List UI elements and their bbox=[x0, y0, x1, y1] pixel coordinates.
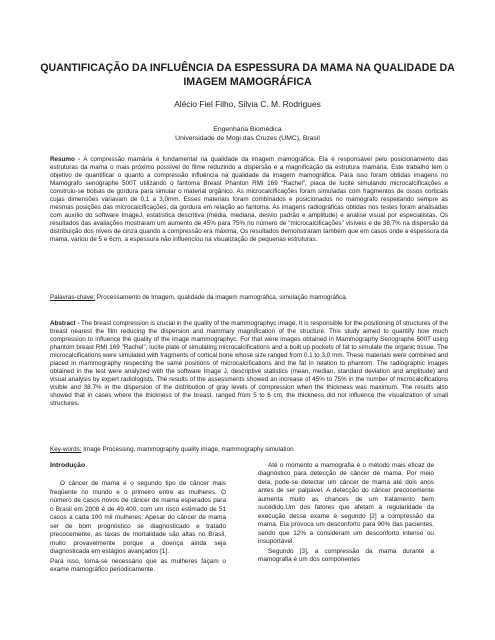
palavras-chave-paragraph bbox=[50, 294, 448, 302]
resumo-text: A compressão mamária é fundamental na qualidade da imagem mamográfica. Ela é responsável pelo posicionamento das estruturas da mama o mais próximo possível do filme reduzindo a dispersão e a magnificação da estrutura mamária. Este trabalho tem o objetivo de quantificar o quanto a compressão influência na qualidade da imagem mamográfica. Para isso foram obtidas imagens no Mamógrafo senographe 500T utilizando o fantoma Breast Phanton RMI 169 “Rachel”, placa de lucite simulando microcalcificações e construiu-se bolsas de gordura para simular o material orgânico. As microcalcificações foram simuladas com fragmentos de ossos corticais cujas dimensões variavam de 0,1 a 3,0mm. Esses materiais foram combinados e posicionados no mamógrafo respeitando sempre as mesmas posições das microcalcificações, da gordura em relação ao fantoma. As imagens radiográficas obtidas nos testes foram analisadas com auxílio do software ImageJ, estatística descritiva (média, mediana, desvio padrão e amplitude) e análise visual por especialistas. Os resultados das avaliações mostraram um aumento de 45% para 75% no número de “microcalcificações” visíveis e de 38,7% na dispersão da distribuição dos níveis de cinza quando a compressão era máxima. Os resultados demonstraram também que em casos onde a espessura da mama, variou de 5 e 6cm, a espessura não influenciou na visualização de pequenas estruturas. bbox=[50, 156, 448, 244]
resumo-paragraph bbox=[50, 156, 448, 245]
intro-right-paragraph-2: Segundo [3], a compressão da mama durante a mamografia é um dos componentes bbox=[258, 547, 434, 563]
affiliation bbox=[40, 125, 455, 143]
affiliation-university: Universidade de Mogi das Cruzes (UMC), Brasil bbox=[175, 135, 320, 142]
resumo-label: Resumo - bbox=[50, 156, 81, 163]
right-column bbox=[258, 456, 434, 565]
abstract-paragraph bbox=[50, 320, 448, 409]
affiliation-dept: Engenharia Biomédica bbox=[213, 126, 282, 133]
intro-left-paragraph-1: O câncer de mama é o segundo tipo de câncer mais freqüente no mundo e o primeiro entre as mulheres. O número de casos novos de câncer de mama esperados para o Brasil em 2008 é de 49.400, com um risco estimado de 51 casos a cada 100 mil mulheres. Apesar do câncer de mama ser de bom prognóstico se diagnosticado e tratado precocemente, as taxas de mortalidade são altas no Brasil, muito provavelmente porque a doença ainda seja diagnosticada em estágios avançados [1]. bbox=[50, 480, 226, 556]
palavras-chave-label: Palavras-chave: bbox=[50, 294, 96, 301]
keywords-text: Image Processing, mammography quality image, mammography simulation bbox=[81, 446, 294, 453]
intro-heading: Introdução bbox=[50, 462, 86, 469]
keywords-label: Key-words: bbox=[50, 446, 82, 453]
authors: Alécio Fiel Filho, Silvia C. M. Rodrigues bbox=[174, 99, 321, 109]
paper-title: QUANTIFICAÇÃO DA INFLUÊNCIA DA ESPESSURA DA MAMA NA QUALIDADE DA IMAGEM MAMOGRÁFICA bbox=[40, 62, 455, 88]
palavras-chave-text: Processamento de Imagem, qualidade da imagem mamográfica, simulação mamográfica. bbox=[95, 294, 348, 301]
left-column bbox=[50, 456, 226, 575]
intro-left-paragraph-2: Para isso, torna-se necessário que as mulheres façam o exame mamográfico periodicamente. bbox=[50, 557, 226, 573]
intro-right-paragraph-1: Até o momento a mamografia é o método mais eficaz de diagnóstico para detecção de câncer de mama. Por meio dela, pode-se detectar um câncer de mama até dois anos antes de ser palpável. A detecção do câncer precocemente aumenta muito as chances de um tratamento bem sucedido.Um dos fatores que afetam a regularidade da execução desse exame é segundo [2] a compressão da mama. Ela provoca um desconforto para 90% das pacientes, sendo que 12% a consideram um desconforto intenso ou insuportável. bbox=[258, 462, 434, 546]
abstract-text: The breast compression is crucial in the quality of the mammographyc image. It is responsible for the positioning of structures of the breast nearest the film reducing the dispersion and mammary magnification of the structure. This study aimed to quantify how much compression to influence the quality of the image mammographyc. For that were images obtained in Mammography Senographe 500T using phantom breast RMI 169 "Rachel", lucite plate of simulating microcalcifications and a built up pockets of fat to simulate the organic tissue. The microcalcifications were simulated with fragments of cortical bone whose size ranged from 0.1 to 3.0 mm. These materials were combined and placed in mammography respecting the same positions of microcalcifications and the fat in relation to phantom. The radiographic images obtained in the test were analyzed with the software Image J, descriptive statistics (mean, median, standard deviation and amplitude) and visual analysis by expert radiologists. The results of the assessments showed an increase of 45% to 75% in the number of microcalcifications visible and 38.7% in the dispersion of the distribution of gray levels of compression when the thickness was maximum. The results also showed that in cases where the thickness of the breast, ranged from 5 to 6 cm, the thickness did not influence the visualization of small structures. bbox=[50, 320, 449, 408]
keywords-paragraph bbox=[50, 446, 448, 454]
abstract-label: Abstract - bbox=[50, 320, 80, 327]
